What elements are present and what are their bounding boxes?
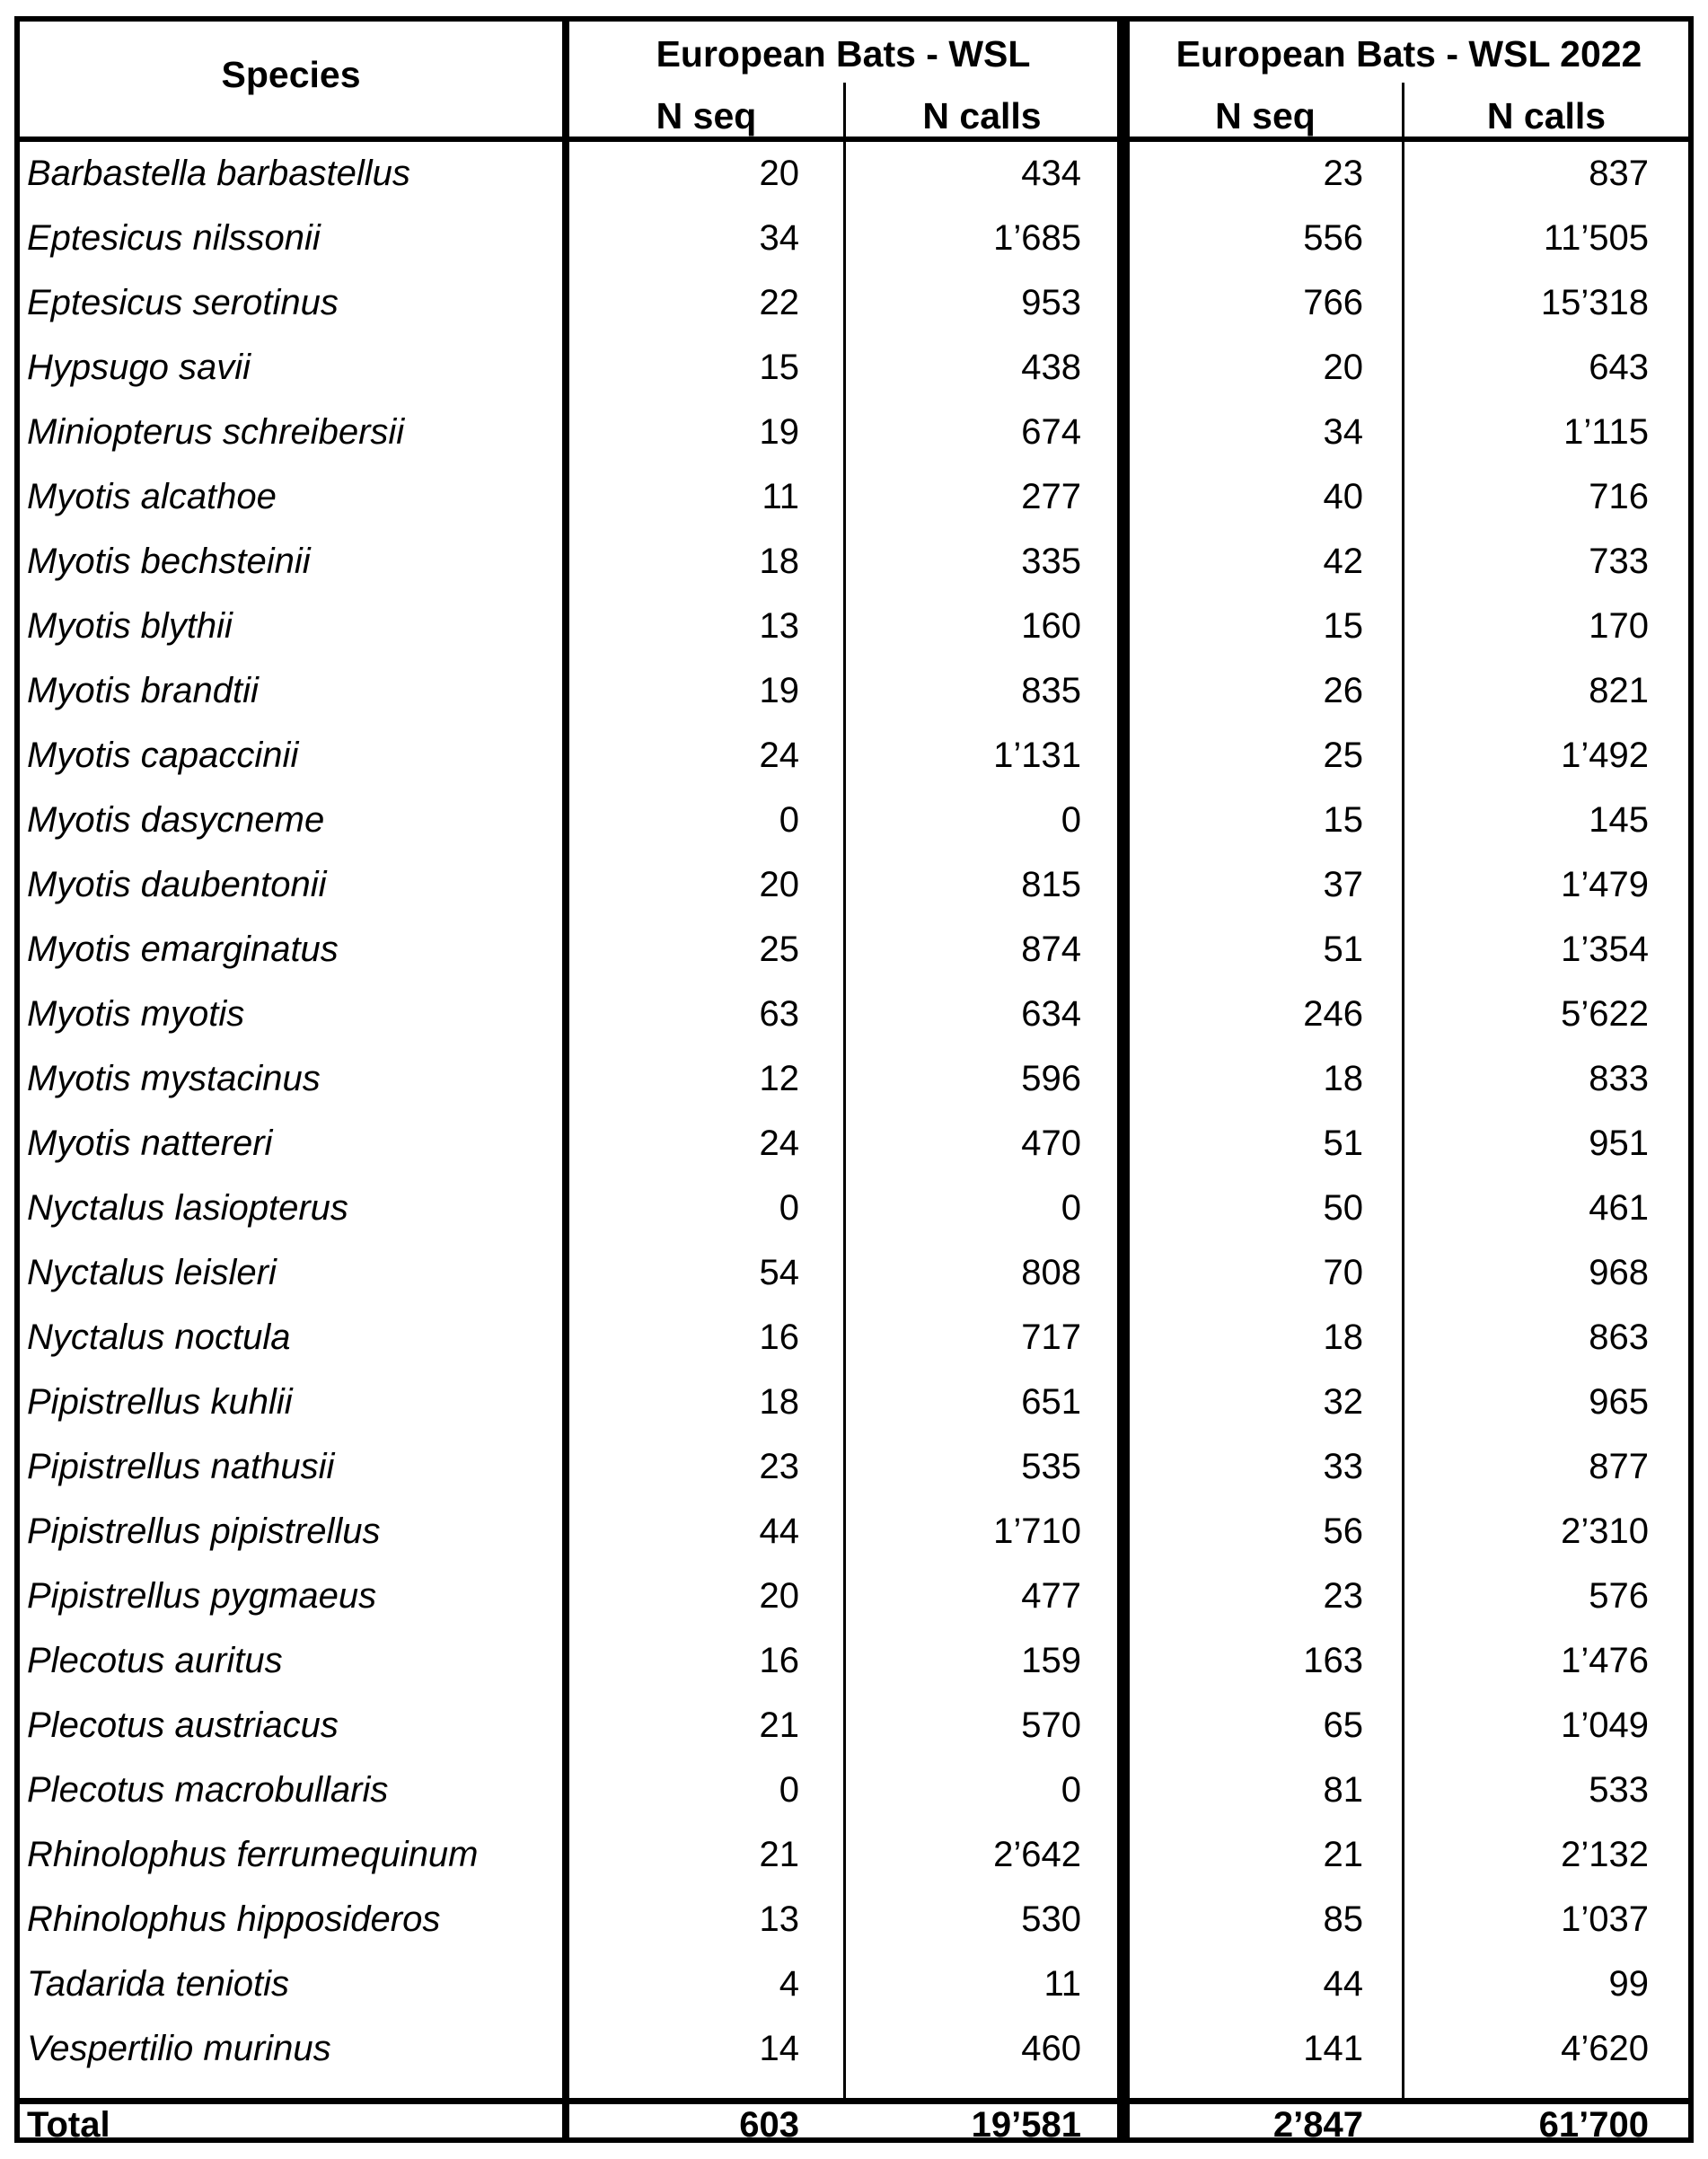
wsl22-nseq-value: 766: [1303, 283, 1363, 322]
wsl22-ncalls-value: 643: [1589, 348, 1649, 387]
wsl-nseq-value: 25: [759, 930, 799, 969]
species-name: Myotis brandtii: [27, 671, 259, 710]
wsl-ncalls-value: 570: [1021, 1705, 1081, 1745]
wsl22-nseq-value: 44: [1323, 1964, 1363, 2004]
table-row: [20, 1434, 1688, 1499]
species-name: Miniopterus schreibersii: [27, 412, 405, 452]
table-row: [20, 1046, 1688, 1111]
table-row: [20, 852, 1688, 917]
wsl-nseq-value: 18: [759, 542, 799, 581]
wsl-ncalls-value: 159: [1021, 1641, 1081, 1680]
total-wsl22-ncalls: 61’700: [1538, 2105, 1649, 2143]
species-name: Pipistrellus nathusii: [27, 1447, 335, 1486]
wsl22-nseq-value: 65: [1323, 1705, 1363, 1745]
table-row: [20, 1693, 1688, 1758]
wsl22-ncalls-value: 1’037: [1561, 1899, 1649, 1939]
species-name: Myotis myotis: [27, 994, 245, 1034]
wsl-nseq-value: 4: [779, 1964, 799, 2004]
wsl22-ncalls-value: 1’479: [1561, 865, 1649, 904]
header-wsl22-ncalls: N calls: [1486, 95, 1607, 137]
wsl22-ncalls-value: 170: [1589, 606, 1649, 646]
wsl-nseq-value: 24: [759, 1124, 799, 1163]
wsl22-nseq-value: 23: [1323, 154, 1363, 193]
wsl-ncalls-value: 277: [1021, 477, 1081, 516]
wsl-ncalls-value: 0: [1061, 800, 1081, 840]
wsl-ncalls-value: 651: [1021, 1382, 1081, 1422]
total-wsl-nseq: 603: [739, 2105, 799, 2143]
species-name: Plecotus austriacus: [27, 1705, 339, 1745]
species-name: Myotis capaccinii: [27, 736, 299, 775]
wsl22-ncalls-value: 837: [1589, 154, 1649, 193]
total-wsl-ncalls: 19’581: [971, 2105, 1081, 2143]
species-name: Plecotus macrobullaris: [27, 1770, 389, 1810]
species-name: Barbastella barbastellus: [27, 154, 410, 193]
wsl22-nseq-value: 51: [1323, 1124, 1363, 1163]
wsl22-nseq-value: 70: [1323, 1253, 1363, 1292]
species-table: [14, 16, 1694, 2143]
species-name: Myotis emarginatus: [27, 930, 339, 969]
wsl22-nseq-value: 246: [1303, 994, 1363, 1034]
table-row: [20, 1758, 1688, 1822]
wsl-nseq-value: 19: [759, 671, 799, 710]
wsl22-nseq-value: 18: [1323, 1317, 1363, 1357]
wsl22-nseq-value: 42: [1323, 542, 1363, 581]
wsl-ncalls-value: 1’685: [993, 218, 1081, 258]
table-row: [20, 1499, 1688, 1564]
species-name: Myotis mystacinus: [27, 1059, 321, 1098]
wsl-nseq-value: 19: [759, 412, 799, 452]
wsl22-ncalls-value: 965: [1589, 1382, 1649, 1422]
header-wsl-ncalls: N calls: [922, 95, 1042, 137]
table-row: [20, 2016, 1688, 2081]
species-name: Pipistrellus pipistrellus: [27, 1511, 381, 1551]
wsl22-ncalls-value: 99: [1608, 1964, 1649, 2004]
wsl-ncalls-value: 160: [1021, 606, 1081, 646]
species-name: Myotis nattereri: [27, 1124, 273, 1163]
wsl-ncalls-value: 530: [1021, 1899, 1081, 1939]
wsl-nseq-value: 14: [759, 2029, 799, 2068]
wsl22-nseq-value: 163: [1303, 1641, 1363, 1680]
wsl22-nseq-value: 15: [1323, 606, 1363, 646]
wsl-ncalls-value: 460: [1021, 2029, 1081, 2068]
wsl-ncalls-value: 438: [1021, 348, 1081, 387]
species-name: Pipistrellus pygmaeus: [27, 1576, 377, 1616]
wsl22-ncalls-value: 2’132: [1561, 1835, 1649, 1874]
wsl22-ncalls-value: 863: [1589, 1317, 1649, 1357]
table-row: [20, 788, 1688, 852]
header-species: Species: [221, 54, 361, 95]
wsl-ncalls-value: 596: [1021, 1059, 1081, 1098]
wsl-nseq-value: 13: [759, 606, 799, 646]
wsl-nseq-value: 0: [779, 800, 799, 840]
wsl22-nseq-value: 56: [1323, 1511, 1363, 1551]
total-divider: [20, 2098, 1688, 2104]
table-row: [20, 1240, 1688, 1305]
wsl-nseq-value: 54: [759, 1253, 799, 1292]
wsl-nseq-value: 20: [759, 1576, 799, 1616]
table-row: [20, 270, 1688, 335]
table-row: [20, 400, 1688, 464]
species-name: Rhinolophus ferrumequinum: [27, 1835, 479, 1874]
species-name: Pipistrellus kuhlii: [27, 1382, 293, 1422]
wsl22-nseq-value: 32: [1323, 1382, 1363, 1422]
header-wsl22-nseq: N seq: [1215, 95, 1316, 137]
wsl-nseq-value: 16: [759, 1317, 799, 1357]
wsl-ncalls-value: 808: [1021, 1253, 1081, 1292]
wsl-ncalls-value: 1’131: [993, 736, 1081, 775]
table-row: [20, 141, 1688, 206]
wsl-ncalls-value: 335: [1021, 542, 1081, 581]
wsl22-ncalls-value: 1’354: [1561, 930, 1649, 969]
species-name: Rhinolophus hipposideros: [27, 1899, 441, 1939]
table-row: [20, 1305, 1688, 1370]
table-row: [20, 335, 1688, 400]
wsl22-nseq-value: 50: [1323, 1188, 1363, 1228]
species-name: Eptesicus serotinus: [27, 283, 339, 322]
wsl-nseq-value: 11: [762, 477, 799, 516]
wsl22-ncalls-value: 951: [1589, 1124, 1649, 1163]
wsl-nseq-value: 22: [759, 283, 799, 322]
wsl22-nseq-value: 21: [1323, 1835, 1363, 1874]
wsl22-ncalls-value: 716: [1589, 477, 1649, 516]
wsl-nseq-value: 44: [759, 1511, 799, 1551]
wsl-ncalls-value: 1’710: [993, 1511, 1081, 1551]
wsl-ncalls-value: 674: [1021, 412, 1081, 452]
wsl-ncalls-value: 477: [1021, 1576, 1081, 1616]
wsl-ncalls-value: 815: [1021, 865, 1081, 904]
wsl22-nseq-value: 81: [1323, 1770, 1363, 1810]
wsl-ncalls-value: 0: [1061, 1188, 1081, 1228]
wsl-ncalls-value: 434: [1021, 154, 1081, 193]
wsl22-nseq-value: 23: [1323, 1576, 1363, 1616]
header-group-wsl-2022: European Bats - WSL 2022: [1175, 33, 1642, 75]
wsl22-nseq-value: 20: [1323, 348, 1363, 387]
wsl22-nseq-value: 51: [1323, 930, 1363, 969]
table-row: [20, 529, 1688, 594]
wsl-nseq-value: 15: [759, 348, 799, 387]
wsl-nseq-value: 20: [759, 154, 799, 193]
table-row: [20, 982, 1688, 1046]
header-group-wsl: European Bats - WSL: [656, 33, 1031, 75]
table-row: [20, 1370, 1688, 1434]
wsl22-nseq-value: 85: [1323, 1899, 1363, 1939]
species-name: Hypsugo savii: [27, 348, 251, 387]
total-label: Total: [27, 2105, 110, 2143]
wsl22-ncalls-value: 1’115: [1563, 412, 1649, 452]
species-name: Myotis blythii: [27, 606, 233, 646]
wsl-nseq-value: 34: [759, 218, 799, 258]
wsl22-ncalls-value: 533: [1589, 1770, 1649, 1810]
wsl-nseq-value: 13: [759, 1899, 799, 1939]
table-row: [20, 658, 1688, 723]
wsl22-nseq-value: 40: [1323, 477, 1363, 516]
table-row: [20, 1564, 1688, 1628]
wsl-nseq-value: 12: [759, 1059, 799, 1098]
table-row: [20, 1952, 1688, 2016]
wsl22-ncalls-value: 1’049: [1561, 1705, 1649, 1745]
table-row: [20, 917, 1688, 982]
total-row: [20, 2105, 1688, 2143]
wsl-nseq-value: 23: [759, 1447, 799, 1486]
total-wsl22-nseq: 2’847: [1272, 2105, 1363, 2143]
wsl22-ncalls-value: 1’492: [1561, 736, 1649, 775]
species-name: Myotis alcathoe: [27, 477, 277, 516]
header-wsl-nseq: N seq: [656, 95, 757, 137]
wsl22-ncalls-value: 2’310: [1561, 1511, 1649, 1551]
wsl-ncalls-value: 11: [1043, 1964, 1081, 2004]
table-row: [20, 1628, 1688, 1693]
wsl22-ncalls-value: 4’620: [1561, 2029, 1649, 2068]
wsl-ncalls-value: 717: [1021, 1317, 1081, 1357]
wsl22-nseq-value: 25: [1323, 736, 1363, 775]
wsl22-nseq-value: 33: [1323, 1447, 1363, 1486]
wsl-ncalls-value: 835: [1021, 671, 1081, 710]
wsl22-ncalls-value: 733: [1589, 542, 1649, 581]
species-name: Myotis bechsteinii: [27, 542, 311, 581]
wsl-nseq-value: 0: [779, 1188, 799, 1228]
wsl22-ncalls-value: 11’505: [1543, 218, 1649, 258]
wsl22-nseq-value: 34: [1323, 412, 1363, 452]
wsl-ncalls-value: 953: [1021, 283, 1081, 322]
species-name: Nyctalus lasiopterus: [27, 1188, 348, 1228]
wsl22-nseq-value: 26: [1323, 671, 1363, 710]
wsl22-ncalls-value: 576: [1589, 1576, 1649, 1616]
species-name: Tadarida teniotis: [27, 1964, 290, 2004]
wsl-nseq-value: 0: [779, 1770, 799, 1810]
wsl22-nseq-value: 37: [1323, 865, 1363, 904]
wsl22-ncalls-value: 15’318: [1540, 283, 1649, 322]
species-name: Vespertilio murinus: [27, 2029, 331, 2068]
wsl-nseq-value: 24: [759, 736, 799, 775]
species-name: Eptesicus nilssonii: [27, 218, 321, 258]
wsl22-ncalls-value: 5’622: [1561, 994, 1649, 1034]
wsl22-ncalls-value: 145: [1589, 800, 1649, 840]
wsl-nseq-value: 18: [759, 1382, 799, 1422]
wsl22-ncalls-value: 821: [1589, 671, 1649, 710]
wsl-nseq-value: 16: [759, 1641, 799, 1680]
table-row: [20, 464, 1688, 529]
wsl-nseq-value: 63: [759, 994, 799, 1034]
table-row: [20, 594, 1688, 658]
wsl22-nseq-value: 556: [1303, 218, 1363, 258]
species-name: Myotis daubentonii: [27, 865, 327, 904]
wsl-ncalls-value: 0: [1061, 1770, 1081, 1810]
wsl22-ncalls-value: 461: [1589, 1188, 1649, 1228]
wsl22-nseq-value: 18: [1323, 1059, 1363, 1098]
wsl22-ncalls-value: 1’476: [1561, 1641, 1649, 1680]
table-row: [20, 1822, 1688, 1887]
wsl-nseq-value: 21: [759, 1835, 799, 1874]
wsl-ncalls-value: 634: [1021, 994, 1081, 1034]
species-name: Nyctalus noctula: [27, 1317, 291, 1357]
table-row: [20, 206, 1688, 270]
table-row: [20, 1887, 1688, 1952]
wsl22-nseq-value: 141: [1303, 2029, 1363, 2068]
species-name: Nyctalus leisleri: [27, 1253, 277, 1292]
wsl-nseq-value: 21: [759, 1705, 799, 1745]
wsl22-ncalls-value: 877: [1589, 1447, 1649, 1486]
wsl-ncalls-value: 535: [1021, 1447, 1081, 1486]
wsl-ncalls-value: 470: [1021, 1124, 1081, 1163]
wsl22-ncalls-value: 968: [1589, 1253, 1649, 1292]
wsl22-nseq-value: 15: [1323, 800, 1363, 840]
wsl-ncalls-value: 2’642: [993, 1835, 1081, 1874]
wsl-nseq-value: 20: [759, 865, 799, 904]
wsl-ncalls-value: 874: [1021, 930, 1081, 969]
table-row: [20, 723, 1688, 788]
species-name: Myotis dasycneme: [27, 800, 325, 840]
table-row: [20, 1111, 1688, 1176]
table-row: [20, 1176, 1688, 1240]
wsl22-ncalls-value: 833: [1589, 1059, 1649, 1098]
species-name: Plecotus auritus: [27, 1641, 283, 1680]
